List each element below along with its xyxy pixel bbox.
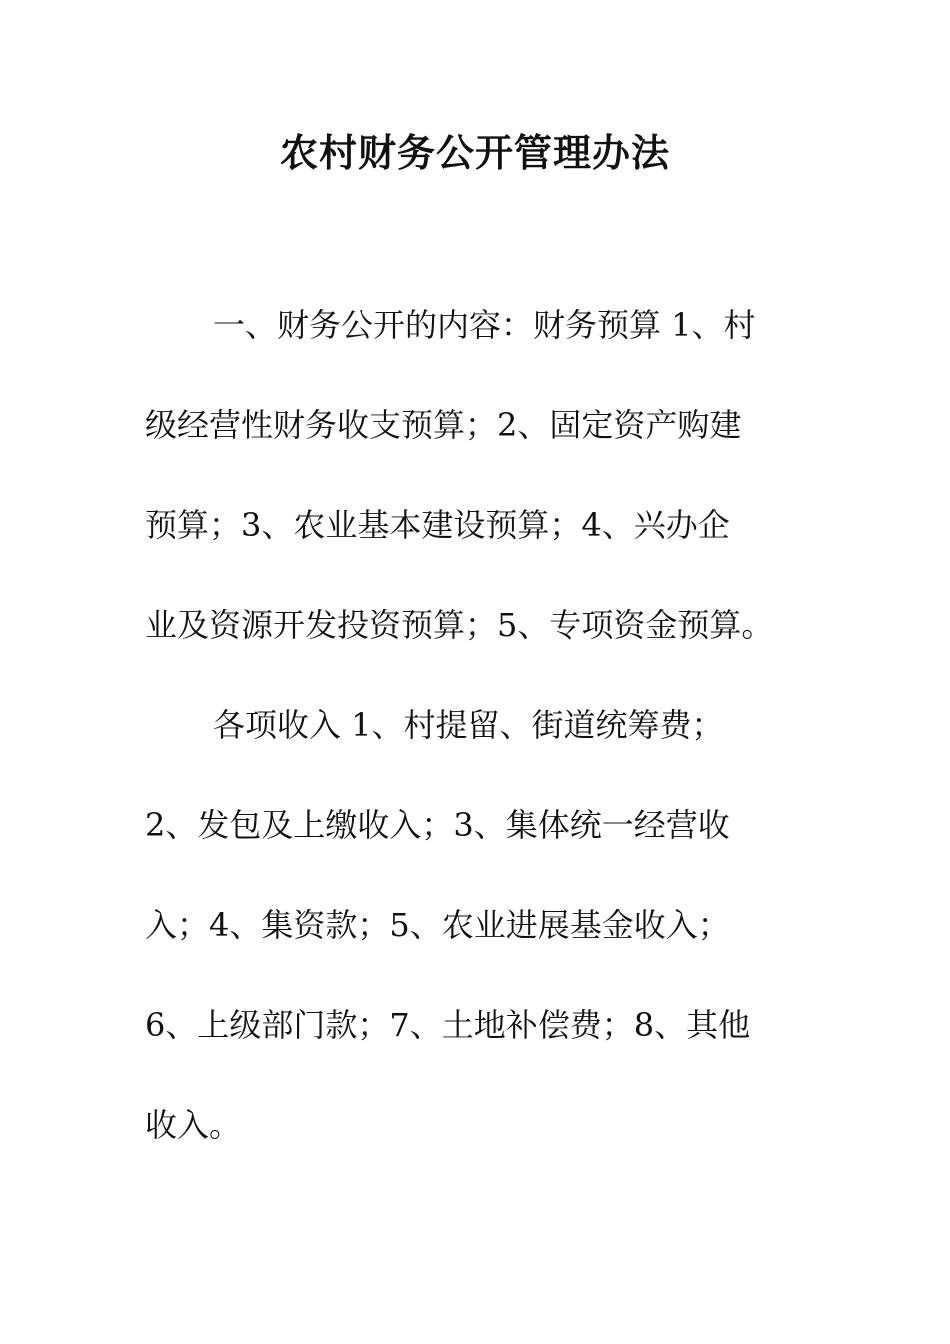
paragraph-line: 级经营性财务收支预算；2、固定资产购建	[145, 406, 742, 444]
document-title: 农村财务公开管理办法	[279, 131, 670, 175]
document-body	[145, 300, 825, 1200]
paragraph-line: 6、上级部门款；7、土地补偿费；8、其他	[145, 1006, 751, 1044]
paragraph-line: 收入。	[145, 1106, 242, 1144]
paragraph-line: 一、财务公开的内容：财务预算 1、村	[213, 306, 756, 344]
paragraph-line: 入；4、集资款；5、农业进展基金收入；	[145, 906, 730, 944]
paragraph-line: 业及资源开发投资预算；5、专项资金预算。	[145, 606, 774, 644]
paragraph-line: 2、发包及上缴收入；3、集体统一经营收	[145, 806, 730, 844]
paragraph-line: 预算；3、农业基本建设预算；4、兴办企	[145, 506, 730, 544]
paragraph-line: 各项收入 1、村提留、街道统筹费；	[213, 706, 724, 744]
